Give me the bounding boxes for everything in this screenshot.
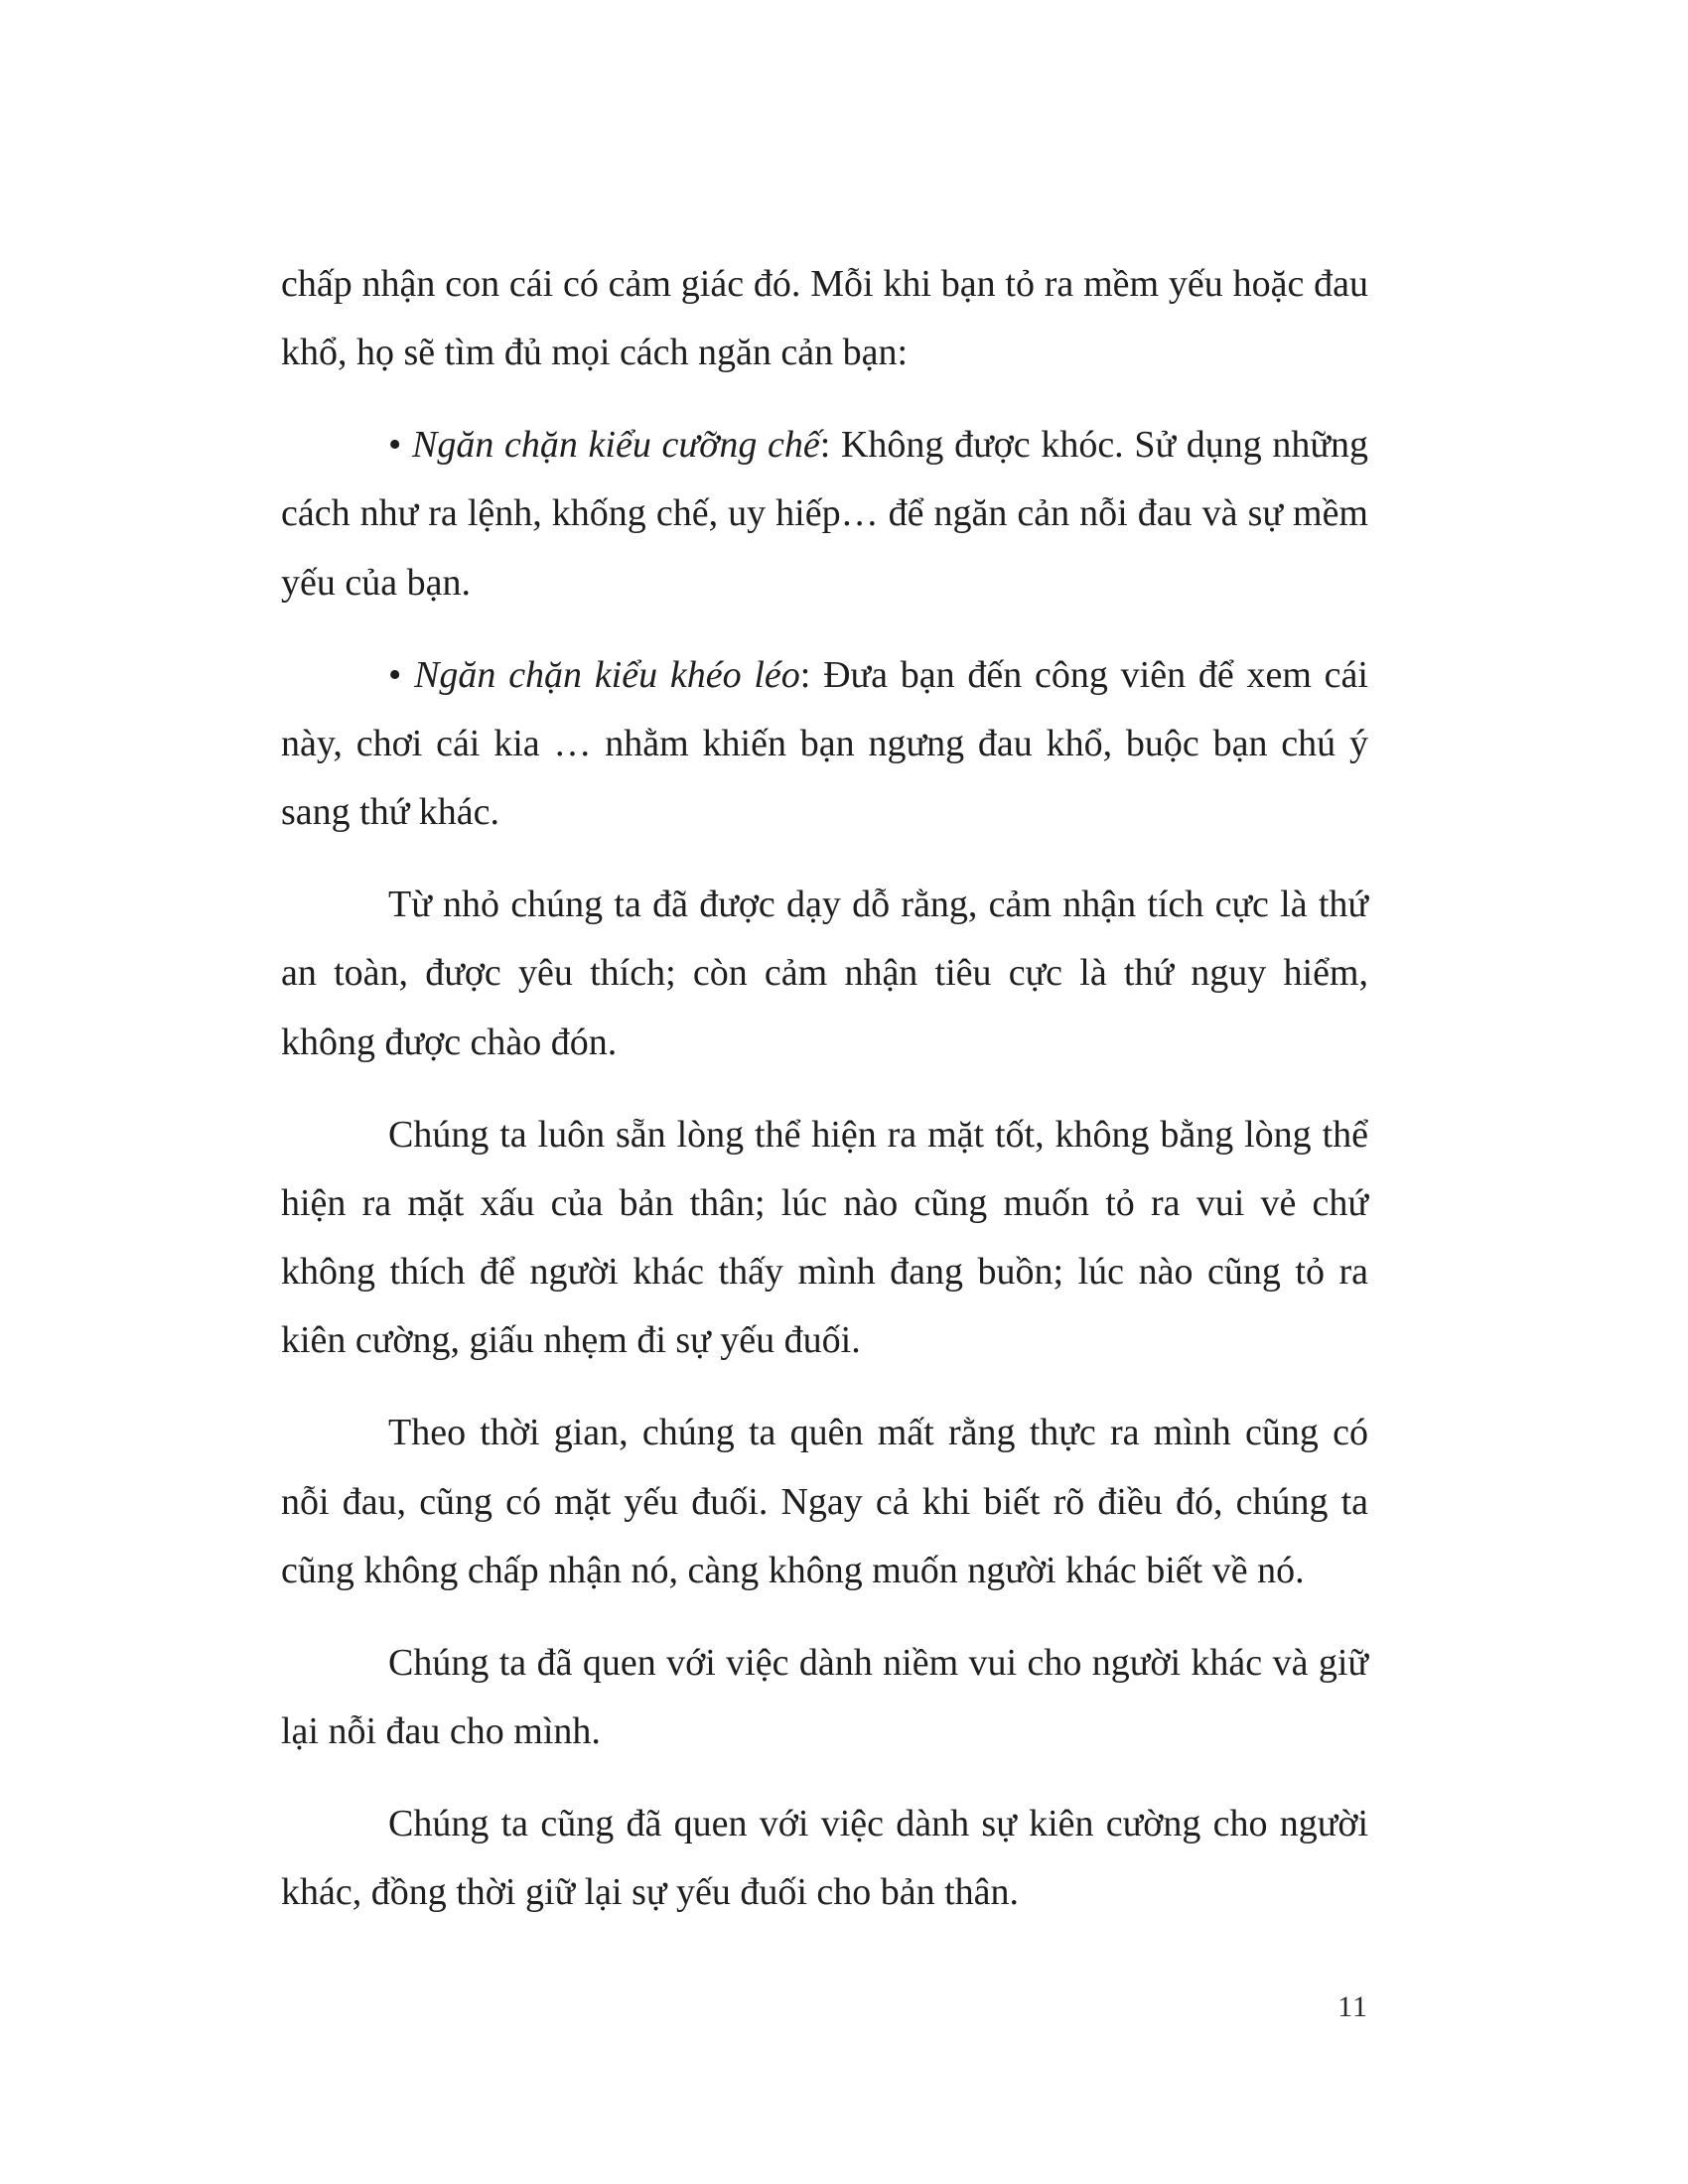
text-run: Chúng ta cũng đã quen với việc dành sự kiên cường cho người khác, đồng thời giữ lại sự yếu đuối cho bản thân. bbox=[281, 1803, 1368, 1914]
italic-run: Ngăn chặn kiểu khéo léo bbox=[414, 653, 800, 696]
italic-run: Ngăn chặn kiểu cưỡng chế bbox=[411, 424, 820, 467]
text-run: : Đưa bạn đến công viên để xem cái này, chơi cái kia … nhằm khiến bạn ngưng đau khổ, buộc bạn chú ý sang thứ khác. bbox=[281, 653, 1368, 834]
text-run: Theo thời gian, chúng ta quên mất rằng thực ra mình cũng có nỗi đau, cũng có mặt yếu đuối. Ngay cả khi biết rõ điều đó, chúng ta cũng không chấp nhận nó, càng không muốn người khác biết về nó. bbox=[281, 1412, 1368, 1591]
text-run: Từ nhỏ chúng ta đã được dạy dỗ rằng, cảm nhận tích cực là thứ an toàn, được yêu thích; còn cảm nhận tiêu cực là thứ nguy hiểm, không được chào đón. bbox=[281, 884, 1368, 1063]
paragraph bbox=[281, 1399, 1368, 1604]
bullet-icon: • bbox=[388, 424, 412, 467]
text-block bbox=[281, 250, 1368, 1951]
text-run: Chúng ta đã quen với việc dành niềm vui cho người khác và giữ lại nỗi đau cho mình. bbox=[281, 1641, 1368, 1752]
text-run: chấp nhận con cái có cảm giác đó. Mỗi khi bạn tỏ ra mềm yếu hoặc đau khổ, họ sẽ tìm đủ mọi cách ngăn cản bạn: bbox=[281, 263, 1368, 374]
text-run: : Không được khóc. Sử dụng những cách như ra lệnh, khống chế, uy hiếp… để ngăn cản nỗi đau và sự mềm yếu của bạn. bbox=[281, 424, 1369, 604]
text-run: Chúng ta luôn sẵn lòng thể hiện ra mặt tốt, không bằng lòng thể hiện ra mặt xấu của bản thân; lúc nào cũng muốn tỏ ra vui vẻ chứ không thích để người khác thấy mình đang buồn; lúc nào cũng tỏ ra kiên cường, giấu nhẹm đi sự yếu đuối. bbox=[281, 1113, 1368, 1362]
paragraph bbox=[281, 1629, 1368, 1766]
paragraph bbox=[281, 871, 1368, 1076]
paragraph bbox=[281, 250, 1368, 387]
paragraph bbox=[281, 1101, 1368, 1376]
bullet-paragraph bbox=[281, 641, 1368, 847]
page-number: 11 bbox=[1337, 1990, 1368, 2023]
paragraph bbox=[281, 1790, 1368, 1927]
bullet-paragraph bbox=[281, 411, 1368, 616]
bullet-icon: • bbox=[388, 653, 415, 696]
